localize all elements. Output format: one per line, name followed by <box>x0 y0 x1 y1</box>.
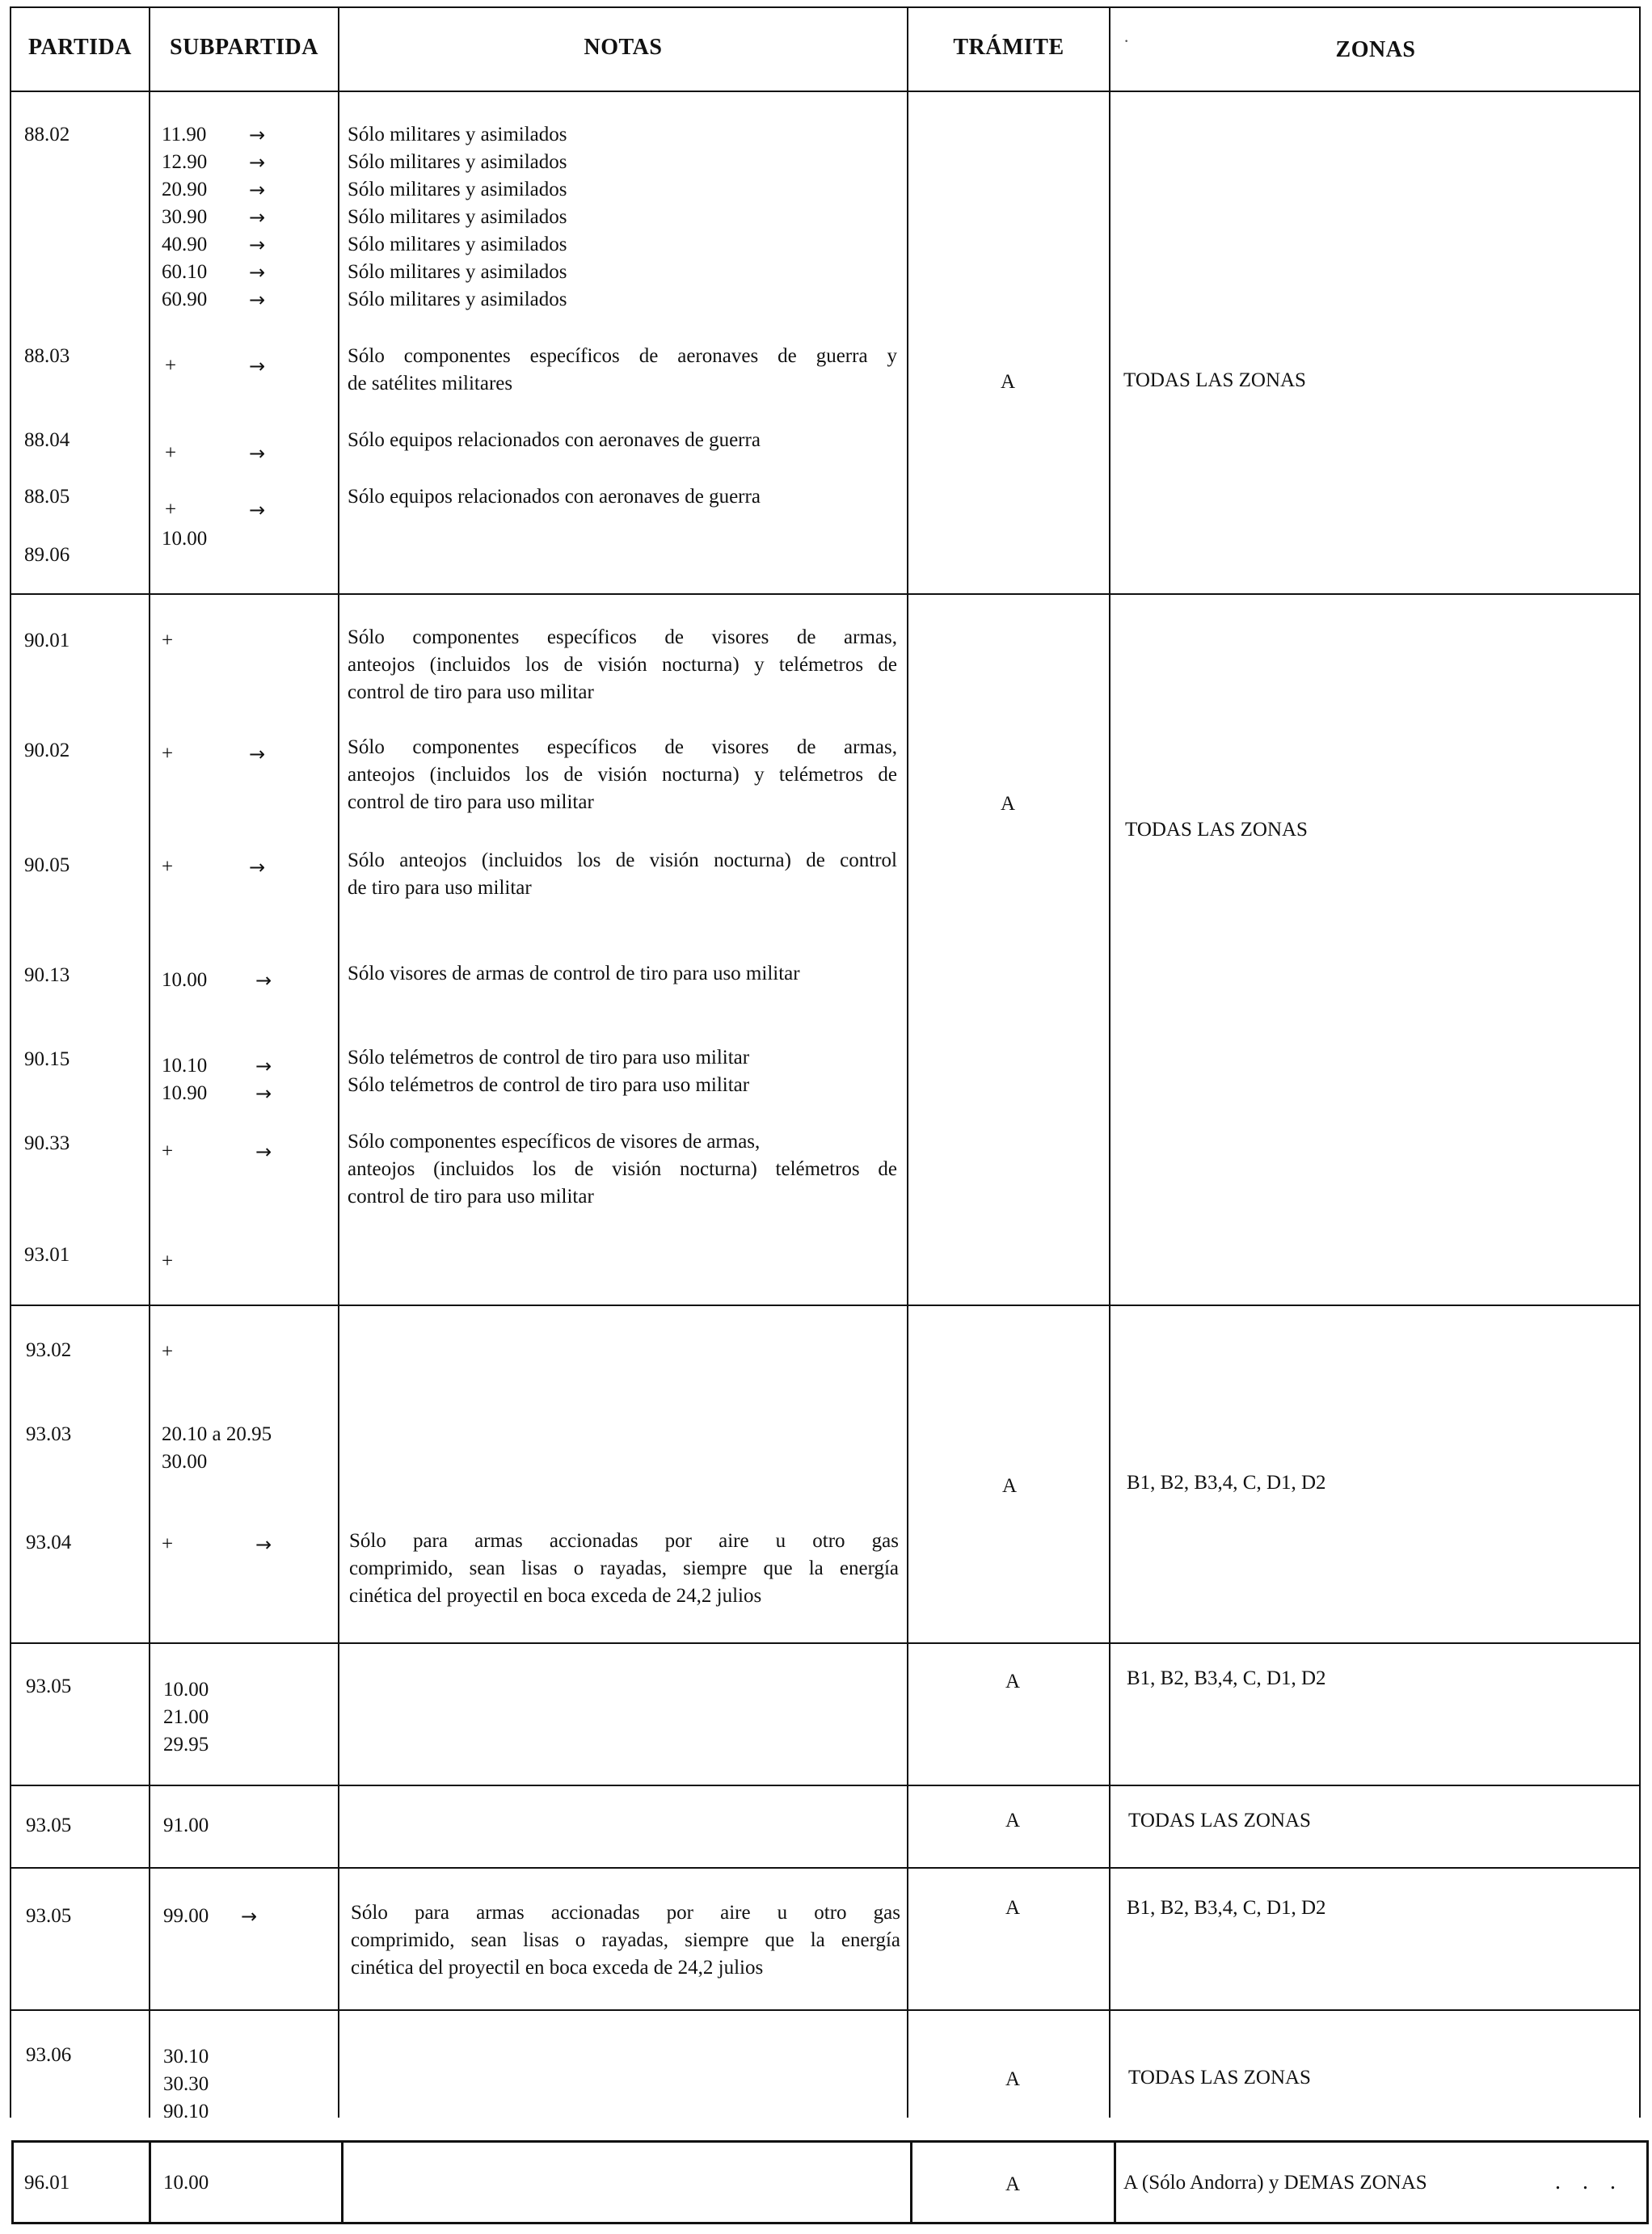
tramite-block-4: A <box>1005 1671 1021 1692</box>
header-partida: PARTIDA <box>28 35 132 60</box>
row-separator-6 <box>10 2009 1641 2011</box>
zonas-block-4: B1, B2, B3,4, C, D1, D2 <box>1127 1667 1326 1689</box>
partida-93-06: 93.06 <box>26 2044 72 2066</box>
arrow-icon: → <box>249 179 266 201</box>
arrow-icon: → <box>249 856 266 879</box>
subpartida-88-02-3: 20.90 <box>162 179 208 200</box>
arrow-icon: → <box>255 1055 272 1077</box>
subpartida-93-05-b: 91.00 <box>163 1815 209 1836</box>
nota-88-02-5: Sólo militares y asimilados <box>348 234 567 255</box>
tramite-block-7: A <box>1005 2068 1021 2090</box>
tramite-block-8: A <box>1005 2173 1021 2195</box>
subpartida-93-02: + <box>162 1341 174 1363</box>
nota-90-01: Sólo componentes específicos de visores de armas, anteojos (incluidos los de visión nocturna) y telémetros de control de tiro para uso militar <box>348 626 897 703</box>
arrow-icon: → <box>249 355 266 377</box>
row-separator-3 <box>10 1642 1641 1644</box>
subpartida-93-06-2: 30.30 <box>163 2073 209 2095</box>
arrow-icon: → <box>249 261 266 284</box>
partida-93-05-c: 93.05 <box>26 1905 72 1927</box>
subpartida-90-13: 10.00 <box>162 969 208 991</box>
arrow-icon: → <box>249 743 266 765</box>
tramite-block-6: A <box>1005 1897 1021 1919</box>
partida-96-01: 96.01 <box>24 2172 70 2194</box>
subpartida-93-05-a-1: 10.00 <box>163 1679 209 1701</box>
subpartida-93-06-clip <box>162 2043 323 2118</box>
nota-90-02: Sólo componentes específicos de visores de armas, anteojos (incluidos los de visión nocturna) y telémetros de control de tiro para uso militar <box>348 736 897 813</box>
partida-90-01: 90.01 <box>24 630 70 651</box>
nota-88-02-4: Sólo militares y asimilados <box>348 206 567 228</box>
partida-90-13: 90.13 <box>24 964 70 986</box>
subpartida-96-01: 10.00 <box>163 2172 209 2194</box>
arrow-icon: → <box>255 1533 272 1556</box>
zonas-block-1: TODAS LAS ZONAS <box>1123 369 1306 391</box>
subpartida-93-06-3: 90.10 <box>163 2101 209 2118</box>
subpartida-88-02-6: 60.10 <box>162 261 208 283</box>
subpartida-93-05-a-3: 29.95 <box>163 1734 209 1756</box>
subpartida-93-05-c: 99.00 <box>163 1905 209 1927</box>
subpartida-89-06: 10.00 <box>162 528 208 550</box>
header-subpartida: SUBPARTIDA <box>170 35 318 60</box>
nota-93-05-c: Sólo para armas accionadas por aire u otro gas comprimido, sean lisas o rayadas, siempre que la energía cinética del proyectil en boca exceda de 24,2 julios <box>351 1902 900 1979</box>
nota-90-15-1: Sólo telémetros de control de tiro para uso militar <box>348 1047 750 1069</box>
partida-90-33: 90.33 <box>24 1132 70 1154</box>
partida-90-05: 90.05 <box>24 854 70 876</box>
arrow-icon: → <box>249 124 266 146</box>
header-zonas: ZONAS <box>1335 37 1416 62</box>
nota-88-04: Sólo equipos relacionados con aeronaves de guerra <box>348 429 761 451</box>
subpartida-93-06-1: 30.10 <box>163 2046 209 2068</box>
subpartida-93-05-a-2: 21.00 <box>163 1706 209 1728</box>
row-separator-1 <box>10 593 1641 595</box>
bottom-col-divider-1 <box>149 2140 151 2224</box>
col-divider-4 <box>1109 6 1110 2118</box>
subpartida-88-02-7: 60.90 <box>162 289 208 310</box>
nota-93-04: Sólo para armas accionadas por aire u otro gas comprimido, sean lisas o rayadas, siempre que la energía cinética del proyectil en boca exceda de 24,2 julios <box>349 1530 899 1607</box>
subpartida-90-15-2: 10.90 <box>162 1082 208 1104</box>
bottom-col-divider-3 <box>910 2140 912 2224</box>
subpartida-93-01: + <box>162 1250 174 1272</box>
main-table-frame <box>10 6 1641 2118</box>
subpartida-90-05: + <box>162 856 174 878</box>
subpartida-90-01: + <box>162 630 174 651</box>
subpartida-88-02-4: 30.90 <box>162 206 208 228</box>
subpartida-88-05: + <box>165 499 177 521</box>
subpartida-88-03: + <box>165 355 177 377</box>
nota-90-13: Sólo visores de armas de control de tiro para uso militar <box>348 963 800 984</box>
header-separator <box>10 91 1641 92</box>
zonas-block-7: TODAS LAS ZONAS <box>1128 2067 1311 2089</box>
subpartida-93-03-2: 30.00 <box>162 1451 208 1473</box>
subpartida-88-02-1: 11.90 <box>162 124 207 145</box>
col-divider-3 <box>907 6 908 2118</box>
partida-88-02: 88.02 <box>24 124 70 145</box>
partida-93-05-a: 93.05 <box>26 1676 72 1697</box>
arrow-icon: → <box>255 1082 272 1105</box>
arrow-icon: → <box>249 442 266 465</box>
nota-88-05: Sólo equipos relacionados con aeronaves de guerra <box>348 486 761 508</box>
tramite-block-2: A <box>1001 793 1016 815</box>
bottom-col-divider-2 <box>341 2140 343 2224</box>
partida-90-02: 90.02 <box>24 740 70 761</box>
partida-93-04: 93.04 <box>26 1532 72 1553</box>
nota-90-33: Sólo componentes específicos de visores de armas, anteojos (incluidos los de visión nocturna) telémetros de control de tiro para uso militar <box>348 1131 897 1208</box>
partida-88-03: 88.03 <box>24 345 70 367</box>
arrow-icon: → <box>249 234 266 256</box>
col-divider-1 <box>149 6 150 2118</box>
tramite-block-1: A <box>1001 371 1016 393</box>
arrow-icon: → <box>249 206 266 229</box>
arrow-icon: → <box>249 151 266 174</box>
scan-mark: · <box>1123 31 1130 51</box>
arrow-icon: → <box>255 1140 272 1163</box>
tramite-block-5: A <box>1005 1810 1021 1831</box>
subpartida-93-04: + <box>162 1533 174 1555</box>
arrow-icon: → <box>249 499 266 521</box>
row-separator-5 <box>10 1867 1641 1869</box>
trailing-dots: . . . <box>1555 2169 1624 2194</box>
subpartida-88-02-2: 12.90 <box>162 151 208 173</box>
subpartida-90-02: + <box>162 743 174 765</box>
row-separator-2 <box>10 1305 1641 1306</box>
arrow-icon: → <box>241 1905 258 1928</box>
nota-88-02-2: Sólo militares y asimilados <box>348 151 567 173</box>
header-notas: NOTAS <box>584 35 663 60</box>
zonas-block-8: A (Sólo Andorra) y DEMAS ZONAS <box>1123 2172 1427 2194</box>
subpartida-90-33: + <box>162 1140 174 1162</box>
nota-88-02-3: Sólo militares y asimilados <box>348 179 567 200</box>
zonas-block-5: TODAS LAS ZONAS <box>1128 1810 1311 1831</box>
partida-89-06: 89.06 <box>24 544 70 566</box>
partida-88-05: 88.05 <box>24 486 70 508</box>
arrow-icon: → <box>249 289 266 311</box>
partida-93-01: 93.01 <box>24 1244 70 1266</box>
partida-93-05-b: 93.05 <box>26 1815 72 1836</box>
nota-88-02-7: Sólo militares y asimilados <box>348 289 567 310</box>
partida-88-04: 88.04 <box>24 429 70 451</box>
partida-93-02: 93.02 <box>26 1339 72 1361</box>
nota-90-05: Sólo anteojos (incluidos los de visión nocturna) de control de tiro para uso militar <box>348 849 897 899</box>
col-divider-2 <box>338 6 339 2118</box>
zonas-block-3: B1, B2, B3,4, C, D1, D2 <box>1127 1472 1326 1494</box>
arrow-icon: → <box>255 969 272 992</box>
subpartida-90-15-1: 10.10 <box>162 1055 208 1077</box>
partida-93-03: 93.03 <box>26 1423 72 1445</box>
zonas-block-2: TODAS LAS ZONAS <box>1125 819 1308 841</box>
bottom-col-divider-4 <box>1114 2140 1116 2224</box>
zonas-block-6: B1, B2, B3,4, C, D1, D2 <box>1127 1897 1326 1919</box>
tramite-block-3: A <box>1002 1475 1018 1497</box>
subpartida-88-02-5: 40.90 <box>162 234 208 255</box>
nota-90-15-2: Sólo telémetros de control de tiro para uso militar <box>348 1074 750 1096</box>
subpartida-88-04: + <box>165 442 177 464</box>
header-tramite: TRÁMITE <box>953 35 1064 60</box>
nota-88-03: Sólo componentes específicos de aeronaves de guerra y de satélites militares <box>348 345 897 394</box>
subpartida-93-03-1: 20.10 a 20.95 <box>162 1423 272 1445</box>
nota-88-02-1: Sólo militares y asimilados <box>348 124 567 145</box>
nota-88-02-6: Sólo militares y asimilados <box>348 261 567 283</box>
row-separator-4 <box>10 1785 1641 1786</box>
partida-90-15: 90.15 <box>24 1048 70 1070</box>
